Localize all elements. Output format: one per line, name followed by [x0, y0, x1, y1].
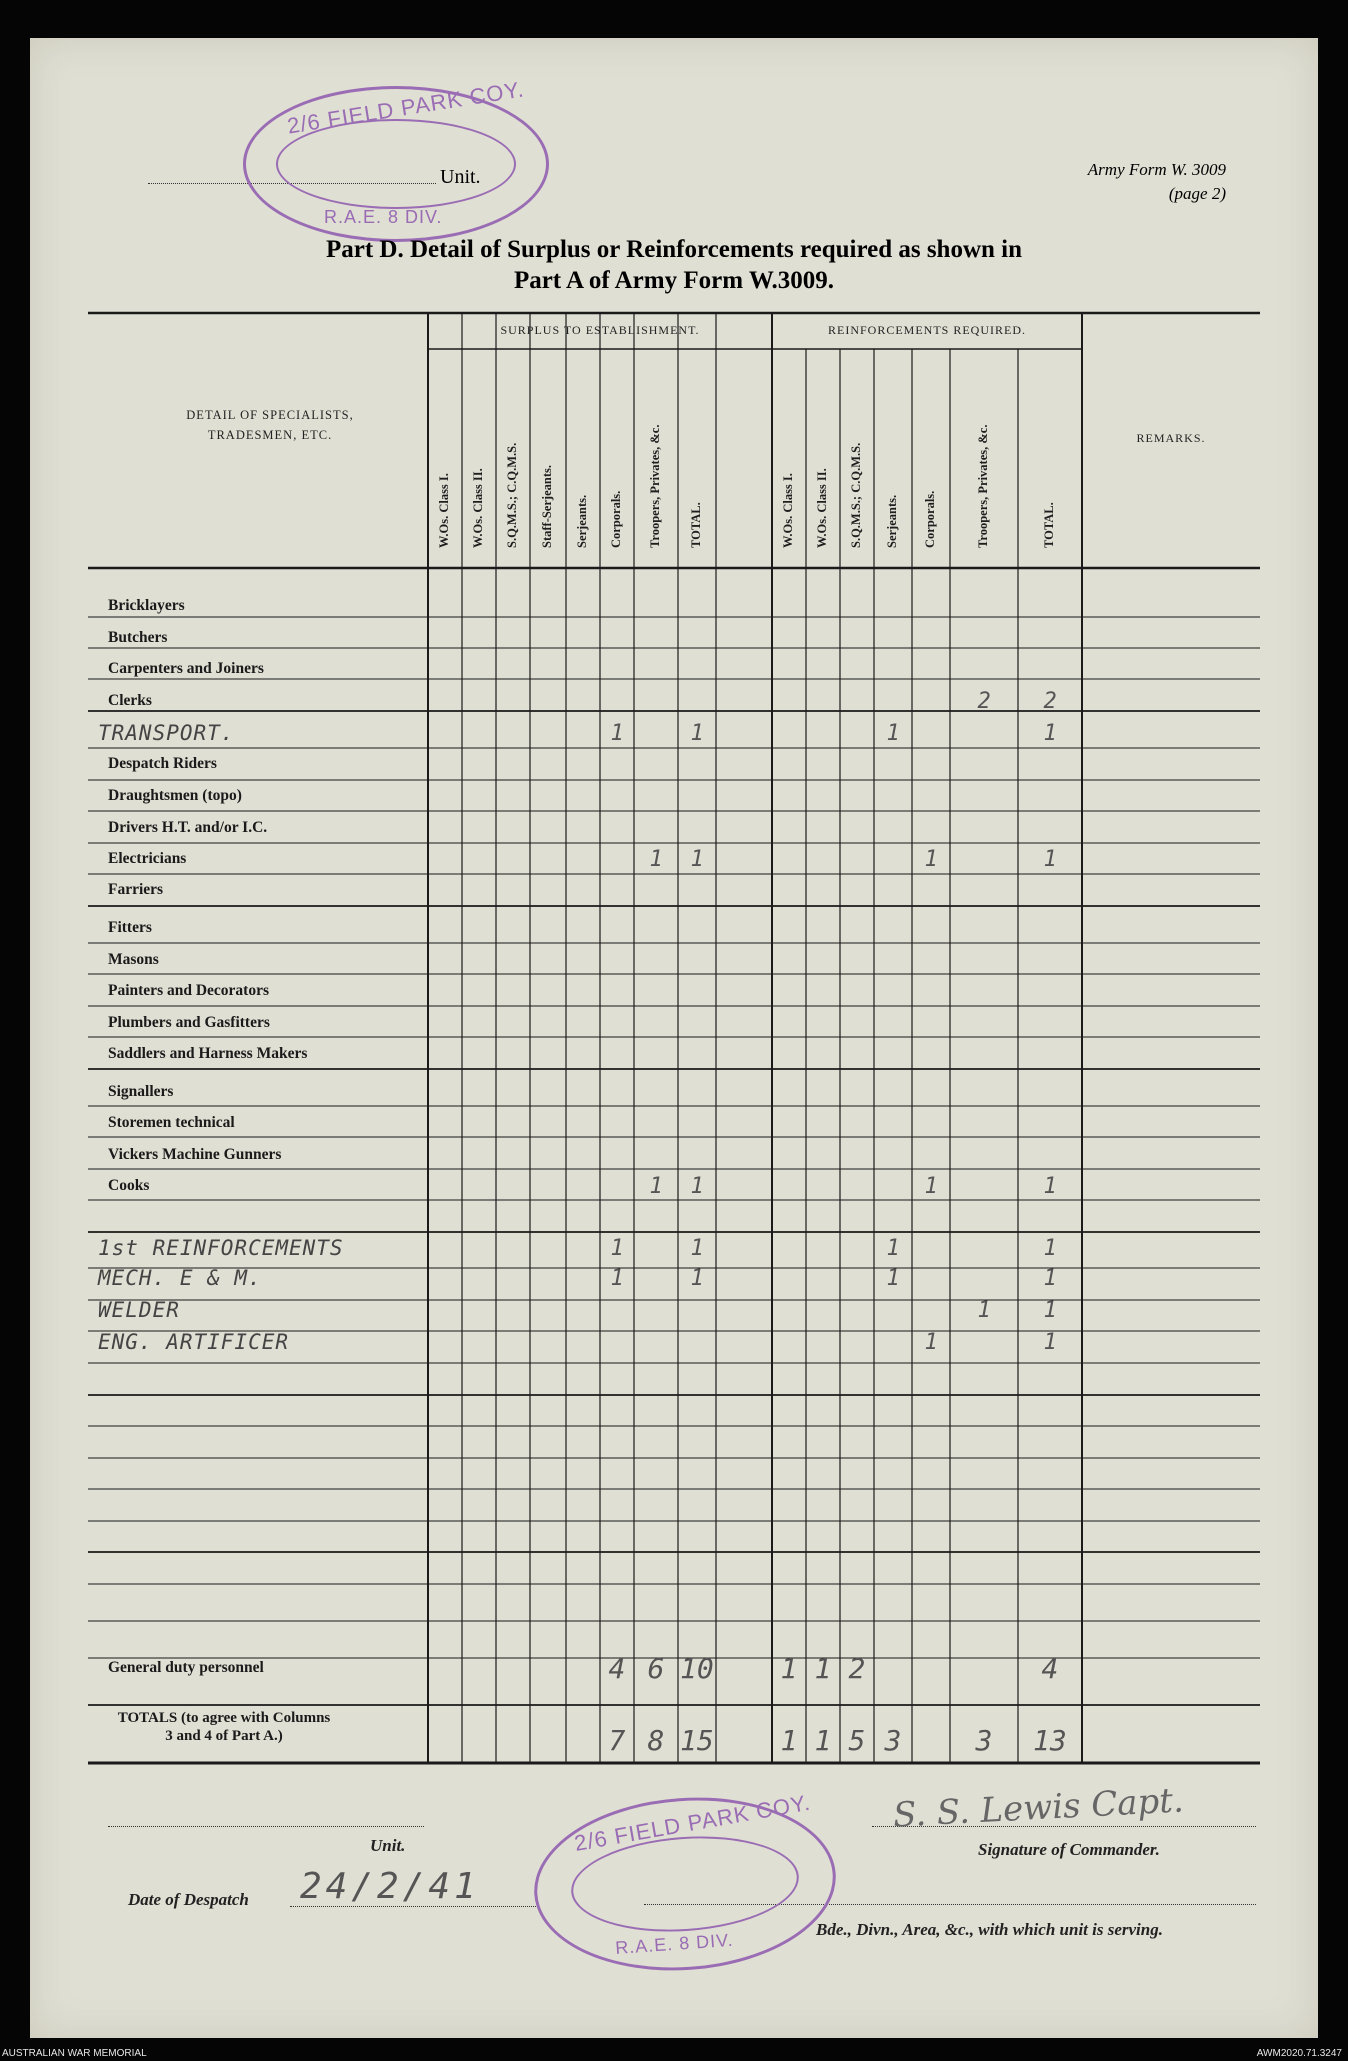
row-label: Despatch Riders — [108, 755, 217, 772]
row-label: TRANSPORT. — [98, 721, 235, 745]
handwritten-cell-value: 1 — [649, 846, 663, 872]
surplus-col-header: Corporals. — [609, 490, 623, 548]
date-of-despatch-value: 24/2/41 — [300, 1866, 480, 1907]
surplus-col-header: W.Os. Class II. — [471, 468, 485, 548]
handwritten-cell-value: 1 — [690, 846, 704, 872]
handwritten-cell-value: 3 — [884, 1723, 902, 1757]
handwritten-cell-value: 8 — [647, 1723, 665, 1757]
handwritten-cell-value: 2 — [848, 1651, 866, 1685]
unit-line-bottom — [108, 1826, 424, 1827]
row-label: Saddlers and Harness Makers — [108, 1045, 308, 1062]
stamp-bottom-text: R.A.E. 8 DIV. — [324, 207, 443, 227]
stamp-top-text: 2/6 FIELD PARK COY. — [572, 1789, 813, 1856]
row-label: Vickers Machine Gunners — [108, 1146, 282, 1163]
title-line1: Part D. Detail of Surplus or Reinforcements required as shown in — [325, 236, 1023, 263]
handwritten-cell-value: 1 — [1043, 720, 1057, 746]
surplus-col-header: Serjeants. — [575, 494, 589, 548]
row-label: Drivers H.T. and/or I.C. — [108, 819, 268, 836]
row-label: Plumbers and Gasfitters — [108, 1014, 270, 1031]
reinforcement-col-header: W.Os. Class I. — [781, 473, 795, 548]
reinforcement-col-header: W.Os. Class II. — [815, 468, 829, 548]
reinforcements-header: REINFORCEMENTS REQUIRED. — [827, 323, 1026, 337]
totals-label-line2: 3 and 4 of Part A.) — [165, 1728, 283, 1744]
row-label: Electricians — [108, 850, 187, 867]
totals-label-line1: TOTALS (to agree with Columns — [117, 1710, 331, 1726]
detail-header — [130, 405, 410, 445]
handwritten-cell-value: 3 — [975, 1723, 993, 1757]
bde-label: Bde., Divn., Area, &c., with which unit is serving. — [816, 1920, 1163, 1939]
handwritten-cell-value: 1 — [690, 1235, 704, 1261]
archive-reference: AWM2020.71.3247 — [1256, 2048, 1342, 2059]
commander-signature: S. S. Lewis Capt. — [892, 1780, 1185, 1836]
handwritten-cell-value: 1 — [886, 1235, 900, 1261]
archive-name: AUSTRALIAN WAR MEMORIAL — [2, 2048, 147, 2059]
handwritten-cell-value: 15 — [680, 1723, 714, 1757]
signature-label: Signature of Commander. — [978, 1840, 1160, 1859]
reinforcement-col-header: Troopers, Privates, &c. — [976, 424, 990, 548]
title-line2: Part A of Army Form W.3009. — [513, 267, 835, 294]
row-label: Painters and Decorators — [108, 982, 269, 999]
handwritten-cell-value: 1 — [610, 1265, 624, 1291]
surplus-col-header: TOTAL. — [689, 502, 703, 548]
row-label: ENG. ARTIFICER — [98, 1330, 290, 1354]
handwritten-cell-value: 1 — [690, 1265, 704, 1291]
surplus-col-header: Troopers, Privates, &c. — [648, 424, 662, 548]
row-label: Butchers — [108, 629, 168, 646]
handwritten-cell-value: 1 — [924, 1329, 938, 1355]
surplus-col-header: S.Q.M.S.; C.Q.M.S. — [505, 442, 519, 548]
handwritten-cell-value: 1 — [977, 1297, 991, 1323]
row-label-general-duty: General duty personnel — [108, 1659, 264, 1676]
handwritten-cell-value: 1 — [780, 1651, 798, 1685]
reinforcement-col-header: TOTAL. — [1042, 502, 1056, 548]
handwritten-cell-value: 1 — [610, 720, 624, 746]
reinforcement-col-header: Serjeants. — [885, 494, 899, 548]
handwritten-cell-value: 1 — [886, 1265, 900, 1291]
handwritten-cell-value: 13 — [1033, 1723, 1067, 1757]
row-label: Carpenters and Joiners — [108, 660, 264, 677]
row-label: 1st REINFORCEMENTS — [98, 1236, 344, 1260]
handwritten-cell-value: 2 — [977, 688, 991, 714]
reinforcement-col-header: S.Q.M.S.; C.Q.M.S. — [849, 442, 863, 548]
unit-label-bottom: Unit. — [370, 1836, 406, 1855]
row-label: Masons — [108, 951, 159, 968]
row-label: Signallers — [108, 1083, 174, 1100]
handwritten-cell-value: 1 — [1043, 1297, 1057, 1323]
remarks-header: REMARKS. — [1136, 431, 1206, 445]
row-label: Farriers — [108, 881, 164, 898]
handwritten-cell-value: 10 — [680, 1651, 714, 1685]
unit-label-top: Unit. — [440, 166, 481, 188]
handwritten-cell-value: 1 — [924, 1173, 938, 1199]
handwritten-cell-value: 2 — [1043, 688, 1057, 714]
row-label: Cooks — [108, 1177, 150, 1194]
row-label: Bricklayers — [108, 597, 185, 614]
handwritten-cell-value: 1 — [814, 1651, 832, 1685]
reinforcement-col-header: Corporals. — [923, 490, 937, 548]
archive-footer — [0, 2046, 1348, 2061]
handwritten-cell-value: 1 — [1043, 1173, 1057, 1199]
handwritten-cell-value: 5 — [848, 1723, 866, 1757]
stamp-bottom-text: R.A.E. 8 DIV. — [614, 1929, 735, 1958]
handwritten-cell-value: 1 — [814, 1723, 832, 1757]
stamp-top-text: 2/6 FIELD PARK COY. — [285, 76, 526, 139]
handwritten-cell-value: 1 — [1043, 1329, 1057, 1355]
surplus-col-header: W.Os. Class I. — [437, 473, 451, 548]
row-label: Draughtsmen (topo) — [108, 787, 242, 804]
row-label: MECH. E & M. — [98, 1266, 262, 1290]
handwritten-cell-value: 1 — [690, 720, 704, 746]
row-label: Storemen technical — [108, 1114, 235, 1131]
handwritten-cell-value: 1 — [924, 846, 938, 872]
form-ref-line1: Army Form W. 3009 — [1087, 160, 1226, 179]
handwritten-cell-value: 1 — [1043, 846, 1057, 872]
detail-header-line1: DETAIL OF SPECIALISTS, — [186, 408, 354, 422]
row-label: Clerks — [108, 692, 152, 709]
handwritten-cell-value: 4 — [1041, 1651, 1059, 1685]
date-of-despatch-label: Date of Despatch — [128, 1890, 249, 1909]
surplus-header: SURPLUS TO ESTABLISHMENT. — [500, 323, 700, 337]
handwritten-cell-value: 1 — [690, 1173, 704, 1199]
row-label: WELDER — [98, 1298, 180, 1322]
handwritten-cell-value: 7 — [608, 1723, 626, 1757]
surplus-col-header: Staff-Serjeants. — [540, 465, 554, 548]
handwritten-cell-value: 6 — [647, 1651, 665, 1685]
handwritten-cell-value: 1 — [610, 1235, 624, 1261]
handwritten-cell-value: 1 — [649, 1173, 663, 1199]
detail-header-line2: TRADESMEN, ETC. — [207, 428, 333, 442]
handwritten-cell-value: 1 — [886, 720, 900, 746]
handwritten-cell-value: 1 — [780, 1723, 798, 1757]
handwritten-cell-value: 1 — [1043, 1235, 1057, 1261]
form-ref-line2: (page 2) — [1168, 184, 1226, 203]
row-label: Fitters — [108, 919, 152, 936]
handwritten-cell-value: 1 — [1043, 1265, 1057, 1291]
handwritten-cell-value: 4 — [608, 1651, 626, 1685]
totals-label — [108, 1709, 340, 1745]
